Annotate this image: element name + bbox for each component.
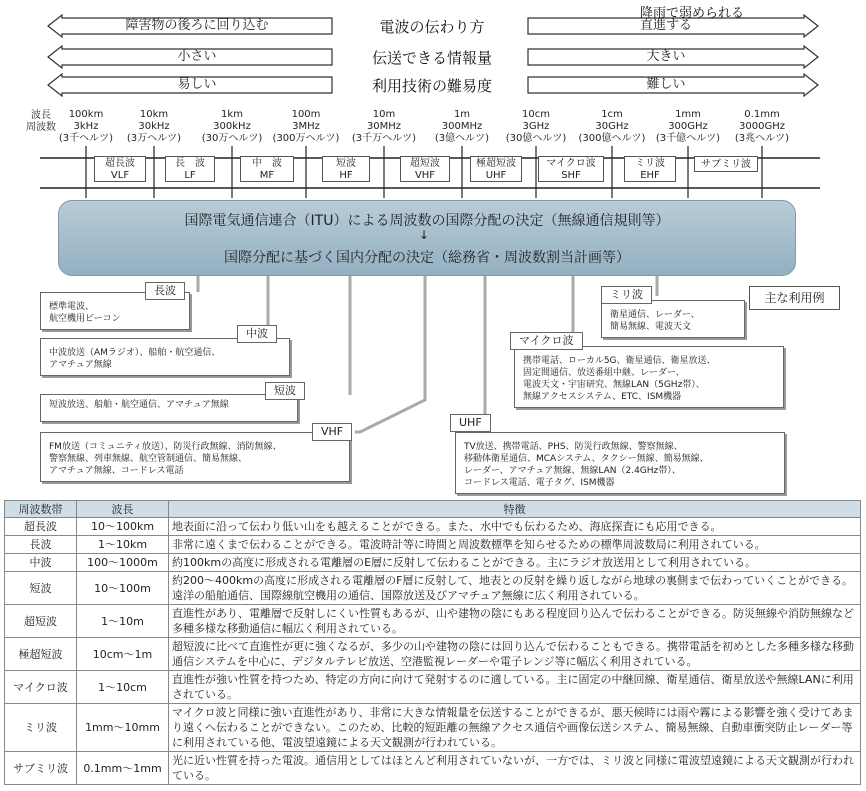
tick-label: (3億ヘルツ) xyxy=(434,133,490,144)
table-row xyxy=(5,638,861,671)
use-line: レーダー、アマチュア無線、無線LAN（2.4GHz帯）、 xyxy=(464,466,681,476)
use-line: アマチュア無線、コードレス電話 xyxy=(49,466,184,476)
table-row xyxy=(5,518,861,536)
tick-label: 100km xyxy=(68,109,104,120)
arrow-right-label: 大きい xyxy=(646,49,686,64)
table-cell: 1～10m xyxy=(77,605,169,638)
table-header-cell: 周波数帯 xyxy=(5,501,77,518)
table-cell: 0.1mm～1mm xyxy=(77,752,169,785)
tick-label: 1cm xyxy=(601,109,623,120)
table-cell: 超短波 xyxy=(5,605,77,638)
use-line: 短波放送、船舶・航空通信、アマチュア無線 xyxy=(49,400,229,410)
use-line: 移動体衛星通信、MCAシステム、タクシー無線、簡易無線、 xyxy=(464,454,709,464)
use-tag-ehf: ミリ波 xyxy=(601,286,652,304)
tick-label: (300万ヘルツ) xyxy=(272,133,340,144)
arrow-center-title: 利用技術の難易度 xyxy=(371,77,492,95)
use-line: 簡易無線、電波天文 xyxy=(610,322,692,332)
band-box xyxy=(470,156,522,182)
use-line: 無線アクセスシステム、ETC、ISM機器 xyxy=(523,392,682,402)
band-name: 超長波 xyxy=(105,158,135,169)
tick-label: 3GHz xyxy=(522,121,550,132)
use-line: FM放送（コミュニティ放送）、防災行政無線、消防無線、 xyxy=(49,442,282,452)
band-box xyxy=(694,156,758,172)
use-box-shf xyxy=(514,346,784,408)
use-box-mf xyxy=(40,338,290,376)
table-row xyxy=(5,704,861,752)
use-line: アマチュア無線 xyxy=(49,360,112,370)
tick-label: 3kHz xyxy=(73,121,99,132)
arrow-left-label: 易しい xyxy=(177,77,217,92)
wavelength-label: 波長 xyxy=(31,110,51,121)
band-box xyxy=(624,156,676,182)
table-cell: 直進性があり、電離層で反射しにくい性質もあるが、山や建物の陰にもある程度回り込んで伝わることができる。防災無線や消防無線など多種多様な移動通信に幅広く利用されている。 xyxy=(169,605,861,638)
band-code: EHF xyxy=(640,170,660,181)
use-box-ehf xyxy=(601,300,745,338)
use-tag-vhf: VHF xyxy=(312,423,352,441)
use-line: 中波放送（AMラジオ）、船舶・航空通信、 xyxy=(49,348,221,358)
arrow-right-label: 直進する xyxy=(639,18,692,33)
table-cell: 超短波に比べて直進性が更に強くなるが、多少の山や建物の陰には回り込んで伝わることもできる。携帯電話を初めとした多種多様な移動通信システムを中心に、デジタルテレビ放送、空港監視レーダーや電子レンジ等に幅広く利用されている。 xyxy=(169,638,861,671)
tick-label: 30GHz xyxy=(595,121,629,132)
down-arrow-icon: ↓ xyxy=(419,228,430,242)
use-line: コードレス電話、電子タグ、ISM機器 xyxy=(464,478,615,488)
table-row xyxy=(5,752,861,785)
tick-label: 10m xyxy=(372,109,396,120)
table-cell: 長波 xyxy=(5,536,77,554)
band-box xyxy=(94,156,146,182)
arrow-left-label: 小さい xyxy=(177,49,217,64)
table-row xyxy=(5,605,861,638)
table-cell: 約100kmの高度に形成される電離層のE層に反射して伝わることができる。主にラジオ放送用として利用されている。 xyxy=(169,554,861,572)
tick-label: (3万ヘルツ) xyxy=(126,133,182,144)
table-cell: 極超短波 xyxy=(5,638,77,671)
tick-label: (300億ヘルツ) xyxy=(578,133,646,144)
table-cell: 1～10cm xyxy=(77,671,169,704)
band-code: HF xyxy=(339,170,353,181)
band-name: 短波 xyxy=(336,158,356,169)
use-tag-hf: 短波 xyxy=(265,382,305,400)
band-code: VLF xyxy=(110,170,130,181)
band-code: MF xyxy=(259,170,275,181)
table-cell: マイクロ波 xyxy=(5,671,77,704)
tick-label: 30kHz xyxy=(138,121,170,132)
band-name: マイクロ波 xyxy=(546,158,596,169)
table-cell: ミリ波 xyxy=(5,704,77,752)
tick-label: 3000GHz xyxy=(739,121,785,132)
table-cell: 超長波 xyxy=(5,518,77,536)
band-box xyxy=(538,156,604,182)
tick-label: 10cm xyxy=(522,109,550,120)
tick-label: (30万ヘルツ) xyxy=(201,133,263,144)
use-tag-mf: 中波 xyxy=(237,325,277,343)
band-name: サブミリ波 xyxy=(701,159,751,170)
table-row xyxy=(5,536,861,554)
band-code: SHF xyxy=(561,170,581,181)
band-table xyxy=(4,500,861,785)
tick-label: 300MHz xyxy=(441,121,483,132)
legend-main-uses: 主な利用例 xyxy=(749,286,840,310)
band-code: UHF xyxy=(485,170,507,181)
table-cell: 1～10km xyxy=(77,536,169,554)
tick-label: (3千万ヘルツ) xyxy=(351,133,417,144)
table-cell: 10cm～1m xyxy=(77,638,169,671)
arrow-left-label: 障害物の後ろに回り込む xyxy=(125,18,269,33)
table-row xyxy=(5,671,861,704)
rain-note: 降雨で弱められる xyxy=(640,6,745,21)
allocation-domestic: 国際分配に基づく国内分配の決定（総務省・周波数割当計画等） xyxy=(224,250,630,266)
table-cell: 10～100km xyxy=(77,518,169,536)
use-line: 固定間通信、放送番組中継、レーダー、 xyxy=(523,368,685,378)
tick-label: 300GHz xyxy=(668,121,708,132)
allocation-international: 国際電気通信連合（ITU）による周波数の国際分配の決定（無線通信規則等） xyxy=(184,213,670,229)
band-box xyxy=(322,156,370,182)
tick-label: 1km xyxy=(221,109,243,120)
use-line: 標準電波、 xyxy=(49,302,95,312)
band-name: ミリ波 xyxy=(635,158,665,169)
band-box xyxy=(240,156,294,182)
tick-label: 30MHz xyxy=(366,121,402,132)
table-row xyxy=(5,572,861,605)
table-row xyxy=(5,554,861,572)
tick-label: 0.1mm xyxy=(744,109,780,120)
use-line: 電波天文・宇宙研究、無線LAN（5GHz帯）、 xyxy=(523,380,705,390)
table-cell: サブミリ波 xyxy=(5,752,77,785)
table-cell: マイクロ波と同様に強い直進性があり、非常に大きな情報量を伝送することができるが、悪天候時には雨や霧による影響を強く受けてあまり遠くへ伝わることができない。このため、比較的短距離の無線アクセス通信や画像伝送システム、簡易無線、自動車衝突防止レーダー等に利用されている他、電波望遠鏡による天文観測が行われている。 xyxy=(169,704,861,752)
tick-label: 1mm xyxy=(675,109,701,120)
use-line: 衛星通信、レーダー、 xyxy=(610,310,700,320)
tick-label: 1m xyxy=(453,109,471,120)
use-tag-shf: マイクロ波 xyxy=(510,332,583,350)
table-cell: 地表面に沿って伝わり低い山をも越えることができる。また、水中でも伝わるため、海底探査にも応用できる。 xyxy=(169,518,861,536)
table-cell: 1mm～10mm xyxy=(77,704,169,752)
table-cell: 100～1000m xyxy=(77,554,169,572)
band-code: LF xyxy=(184,170,196,181)
table-header-cell: 波長 xyxy=(77,501,169,518)
tick-label: 300kHz xyxy=(213,121,251,132)
band-box xyxy=(400,156,450,182)
tick-label: (3千億ヘルツ) xyxy=(655,133,721,144)
band-name: 中 波 xyxy=(252,158,282,169)
table-cell: 10～100m xyxy=(77,572,169,605)
tick-label: (3千ヘルツ) xyxy=(58,133,114,144)
table-cell: 短波 xyxy=(5,572,77,605)
table-cell: 非常に遠くまで伝わることができる。電波時計等に時間と周波数標準を知らせるための標準周波数局に利用されている。 xyxy=(169,536,861,554)
use-line: TV放送、携帯電話、PHS、防災行政無線、警察無線、 xyxy=(464,442,683,452)
band-name: 極超短波 xyxy=(476,158,516,169)
use-box-vhf xyxy=(40,432,350,482)
use-tag-uhf: UHF xyxy=(450,414,491,432)
use-line: 警察無線、列車無線、航空管制通信、簡易無線、 xyxy=(49,454,248,464)
tick-label: 100m xyxy=(291,109,321,120)
band-box xyxy=(165,156,215,182)
allocation-box xyxy=(58,200,796,276)
tick-label: (3兆ヘルツ) xyxy=(734,133,790,144)
band-name: 長 波 xyxy=(175,158,205,169)
band-code: VHF xyxy=(414,170,436,181)
table-cell: 約200～400kmの高度に形成される電離層のF層に反射して、地表との反射を繰り返しながら地球の裏側まで伝わっていくことができる。遠洋の船舶通信、国際線航空機用の通信、国際放送及びアマチュア無線に広く利用されている。 xyxy=(169,572,861,605)
use-box-hf xyxy=(40,394,298,422)
table-header-cell: 特徴 xyxy=(169,501,861,518)
table-cell: 中波 xyxy=(5,554,77,572)
table-cell: 光に近い性質を持った電波。通信用としてはほとんど利用されていないが、一方では、ミリ波と同様に電波望遠鏡による天文観測が行われている。 xyxy=(169,752,861,785)
frequency-label: 周波数 xyxy=(26,122,56,133)
tick-label: 10km xyxy=(139,109,169,120)
use-box-uhf xyxy=(455,432,785,494)
arrow-right-label: 難しい xyxy=(646,77,686,92)
table-header xyxy=(5,501,861,518)
use-line: 携帯電話、ローカル5G、衛星通信、衛星放送、 xyxy=(523,356,716,366)
band-name: 超短波 xyxy=(410,158,440,169)
table-cell: 直進性が強い性質を持つため、特定の方向に向けて発射するのに適している。主に固定の中継回線、衛星通信、衛星放送や無線LANに利用されている。 xyxy=(169,671,861,704)
use-line: 航空機用ビーコン xyxy=(49,314,121,324)
arrow-center-title: 伝送できる情報量 xyxy=(371,49,492,67)
tick-label: (30億ヘルツ) xyxy=(505,133,567,144)
tick-label: 3MHz xyxy=(292,121,320,132)
use-tag-lf: 長波 xyxy=(145,282,185,300)
arrow-center-title: 電波の伝わり方 xyxy=(379,18,485,36)
